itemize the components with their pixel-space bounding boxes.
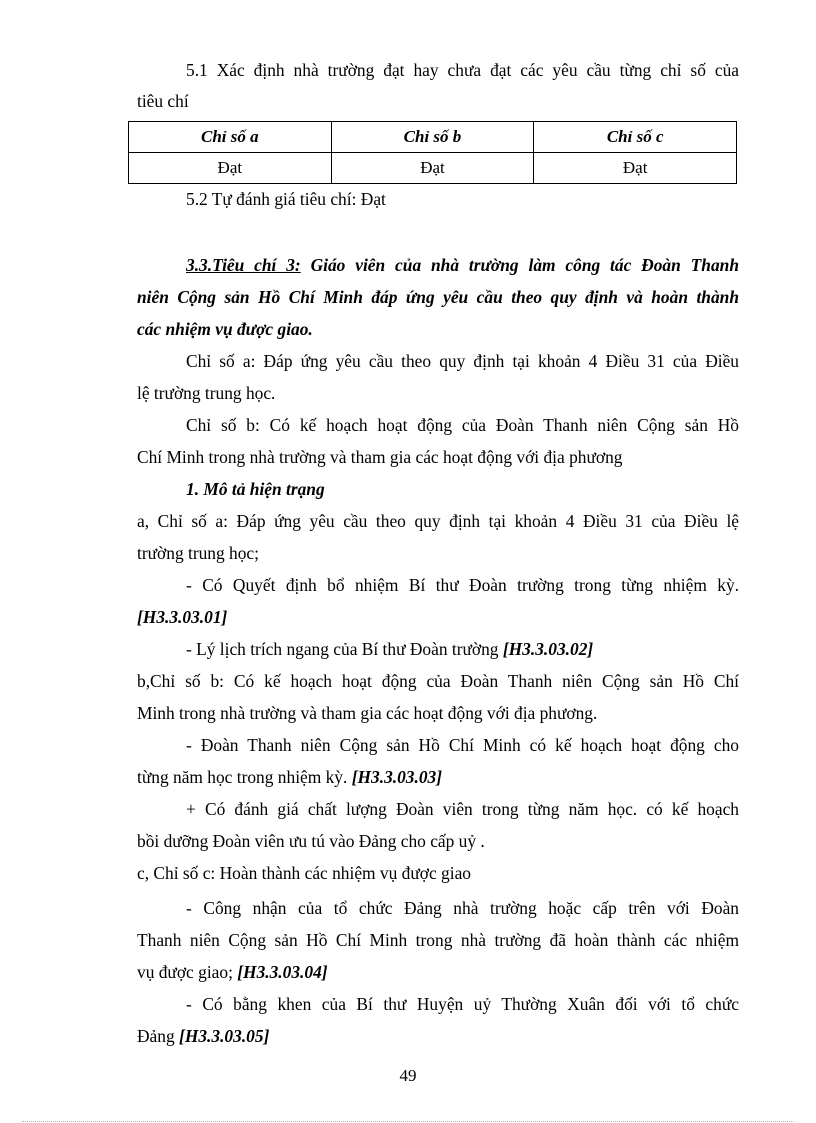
desc-b-item-2-line-2: bồi dưỡng Đoàn viên ưu tú vào Đảng cho cấp uỷ . [137, 831, 485, 851]
criteria-result-table [128, 121, 737, 184]
indicator-a-line-1: Chỉ số a: Đáp ứng yêu cầu theo quy định tại khoản 4 Điều 31 của Điều [186, 351, 739, 371]
item-text: Đảng [137, 1026, 180, 1046]
criterion-heading-line-1 [186, 254, 739, 276]
page-bottom-divider [22, 1121, 794, 1122]
desc-c-item-2-line-2 [137, 1025, 739, 1047]
table-header-cell: Chỉ số a [129, 122, 332, 153]
page-number: 49 [399, 1066, 417, 1085]
criterion-heading-line-3: các nhiệm vụ được giao. [137, 319, 313, 339]
desc-c-item-2-line-1: - Có bằng khen của Bí thư Huyện uỷ Thường Xuân đối với tổ chức [186, 994, 739, 1014]
desc-b-line-1: b,Chỉ số b: Có kế hoạch hoạt động của Đoàn Thanh niên Cộng sản Hồ Chí [137, 671, 739, 691]
desc-a-item-1-line-1: - Có Quyết định bổ nhiệm Bí thư Đoàn trường trong từng nhiệm kỳ. [186, 575, 739, 595]
desc-c-item-1-line-3 [137, 961, 739, 983]
table-header-cell: Chỉ số b [331, 122, 534, 153]
item-text: từng năm học trong nhiệm kỳ. [137, 767, 352, 787]
desc-a-item-2 [186, 638, 739, 660]
section-5-1-line-1: 5.1 Xác định nhà trường đạt hay chưa đạt các yêu cầu từng chỉ số của [186, 60, 739, 80]
evidence-ref: [H3.3.03.02] [502, 639, 594, 659]
indicator-b-line-2: Chí Minh trong nhà trường và tham gia các hoạt động với địa phương [137, 447, 623, 467]
desc-b-line-2: Minh trong nhà trường và tham gia các hoạt động với địa phương. [137, 703, 598, 723]
table-header-cell: Chỉ số c [534, 122, 737, 153]
section-5-1-line-2: tiêu chí [137, 91, 189, 111]
desc-c-line-1: c, Chỉ số c: Hoàn thành các nhiệm vụ được giao [137, 863, 471, 883]
evidence-ref: [H3.3.03.03] [351, 767, 443, 787]
indicator-a-line-2: lệ trường trung học. [137, 383, 276, 403]
criterion-title: Giáo viên của nhà trường làm công tác Đoàn Thanh [300, 255, 739, 275]
table-cell: Đạt [129, 153, 332, 184]
desc-a-line-1: a, Chỉ số a: Đáp ứng yêu cầu theo quy định tại khoản 4 Điều 31 của Điều lệ [137, 511, 739, 531]
status-heading: 1. Mô tả hiện trạng [186, 479, 325, 499]
table-header-row [129, 122, 737, 153]
criterion-label: 3.3.Tiêu chí 3: [186, 255, 301, 275]
table-row [129, 153, 737, 184]
evidence-ref: [H3.3.03.04] [237, 962, 328, 982]
item-text: - Lý lịch trích ngang của Bí thư Đoàn trường [186, 639, 503, 659]
desc-c-item-1-line-2: Thanh niên Cộng sản Hồ Chí Minh trong nhà trường đã hoàn thành các nhiệm [137, 930, 739, 950]
desc-a-line-2: trường trung học; [137, 543, 259, 563]
table-cell: Đạt [534, 153, 737, 184]
desc-b-item-1-line-1: - Đoàn Thanh niên Cộng sản Hồ Chí Minh có kế hoạch hoạt động cho [186, 735, 739, 755]
evidence-ref: [H3.3.03.01] [137, 607, 228, 627]
table-cell: Đạt [331, 153, 534, 184]
evidence-ref: [H3.3.03.05] [179, 1026, 270, 1046]
self-evaluation-line: 5.2 Tự đánh giá tiêu chí: Đạt [186, 189, 386, 209]
desc-c-item-1-line-1: - Công nhận của tổ chức Đảng nhà trường hoặc cấp trên với Đoàn [186, 898, 739, 918]
desc-b-item-2-line-1: + Có đánh giá chất lượng Đoàn viên trong từng năm học. có kế hoạch [186, 799, 739, 819]
criterion-heading-line-2: niên Cộng sản Hồ Chí Minh đáp ứng yêu cầu theo quy định và hoàn thành [137, 287, 739, 307]
desc-b-item-1-line-2 [137, 766, 739, 788]
item-text: vụ được giao; [137, 962, 238, 982]
indicator-b-line-1: Chỉ số b: Có kế hoạch hoạt động của Đoàn Thanh niên Cộng sản Hồ [186, 415, 739, 435]
